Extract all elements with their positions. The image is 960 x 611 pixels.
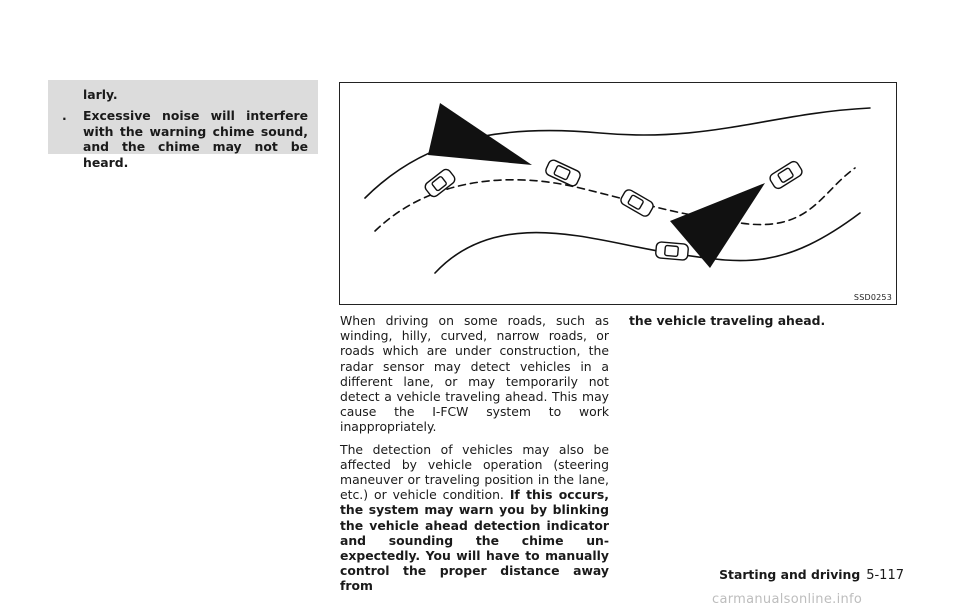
paragraph — [340, 442, 609, 594]
body-right-column — [629, 313, 898, 335]
curved-road-diagram — [340, 83, 897, 305]
bullet-symbol: . — [62, 108, 67, 124]
page-number: 5-117 — [866, 568, 904, 583]
paragraph-text: The detection of vehicles may also be affected by vehicle operation (steering maneuver or traveling position in the lane, etc.) or vehicle condition. — [340, 441, 609, 503]
vehicle-icon — [544, 159, 582, 188]
paragraph-bold-text: If this occurs, the system may warn you by blinking the vehicle ahead detection indicator and sounding the chime un-expectedly. You will have to manually control the proper distance away from — [340, 487, 609, 594]
section-title: Starting and driving — [719, 567, 861, 582]
watermark: carmanualsonline.info — [712, 592, 863, 607]
figure-code: SSD0253 — [853, 293, 892, 302]
warning-bullet-text: Excessive noise will interfere with the warning chime sound, and the chime may not be heard. — [83, 108, 308, 170]
road-illustration — [339, 82, 897, 305]
warning-box — [48, 80, 318, 170]
paragraph-bold-continuation: the vehicle traveling ahead. — [629, 313, 826, 328]
page-footer — [700, 567, 904, 583]
vehicle-icon — [423, 167, 456, 198]
body-left-column — [340, 313, 609, 601]
road-inner-edge — [435, 213, 860, 273]
vehicle-icon — [619, 188, 655, 218]
paragraph: When driving on some roads, such as winding, hilly, curved, narrow roads, or roads which are under construction, the radar sensor may detect vehicles in a different lane, or may temporarily not detect a vehicle traveling ahead. This may cause the I-FCW system to work inappropriately. — [340, 313, 609, 435]
vehicle-icon — [768, 160, 804, 191]
vehicle-icon — [655, 242, 688, 261]
warning-continuation: larly. — [83, 87, 118, 102]
radar-beam-icon — [428, 103, 532, 165]
warning-bullet-item — [62, 108, 308, 170]
